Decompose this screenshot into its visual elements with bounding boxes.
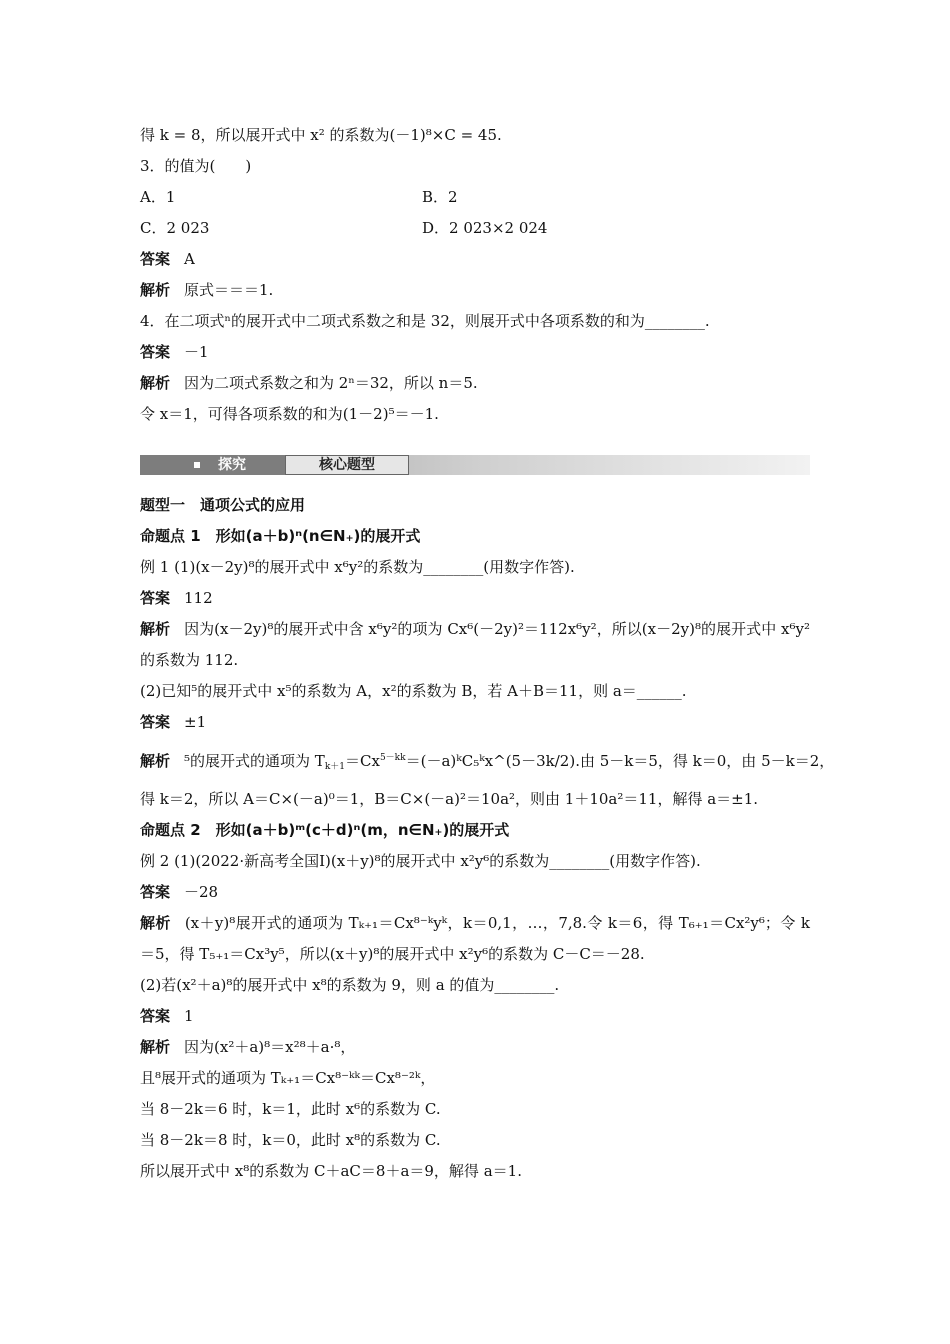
- answer-label: 答案: [140, 713, 171, 731]
- question-3: 3．的值为( ): [140, 157, 252, 175]
- question-4: 4．在二项式ⁿ的展开式中二项式系数之和是 32，则展开式中各项系数的和为________.: [140, 312, 710, 330]
- document-page: [140, 120, 835, 1187]
- subscript: k＋1: [324, 762, 345, 772]
- answer-line: [140, 337, 810, 368]
- solution-text: 因为(x²＋a)⁸＝x²⁸＋a·⁸，: [184, 1038, 356, 1056]
- answer-line: [140, 707, 810, 738]
- answer-label: 答案: [140, 883, 171, 901]
- options-row: [140, 213, 810, 244]
- text-line: 得 k = 8，所以展开式中 x² 的系数为(－1)⁸×C = 45.: [140, 126, 502, 144]
- solution-text: 因为(x－2y)⁸的展开式中含 x⁶y²的项为 Cx⁶(－2y)²＝112x⁶y²，所以(x－2y)⁸的展开式中 x⁶y²的系数为 112.: [140, 620, 810, 669]
- banner-left-label: 探究: [218, 457, 246, 473]
- answer-value: －28: [184, 883, 219, 901]
- example-1-2: (2)已知⁵的展开式中 x⁵的系数为 A，x²的系数为 B，若 A＋B＝11，则 a＝______.: [140, 682, 687, 700]
- solution-text: ⁵的展开式的通项为 T: [184, 752, 325, 770]
- answer-label: 答案: [140, 250, 171, 268]
- answer-value: ±1: [184, 713, 207, 731]
- solution-text: ＝: [405, 752, 421, 770]
- superscript: 5－kk: [379, 753, 406, 763]
- solution-text: ＝Cx: [345, 752, 380, 770]
- example-1-1: 例 1 (1)(x－2y)⁸的展开式中 x⁶y²的系数为________(用数字作答).: [140, 558, 575, 576]
- solution-continued: 当 8－2k＝8 时，k＝0，此时 x⁸的系数为 C.: [140, 1131, 441, 1149]
- solution-text: .由 5－k＝5，得 k＝0，由 5－k＝2，: [575, 752, 835, 770]
- subsection-title: 命题点 2 形如(a＋b)ᵐ(c＋d)ⁿ(m，n∈N₊)的展开式: [140, 821, 510, 839]
- formula-image: (－a)ᵏC₅ᵏx^(5－3k/2): [420, 752, 576, 770]
- answer-label: 答案: [140, 343, 171, 361]
- solution-label: 解析: [140, 1038, 171, 1056]
- solution-line: [140, 1032, 810, 1063]
- answer-value: A: [184, 250, 195, 268]
- solution-continued: 且⁸展开式的通项为 Tₖ₊₁＝Cx⁸⁻ᵏᵏ＝Cx⁸⁻²ᵏ，: [140, 1069, 436, 1087]
- answer-line: [140, 1001, 810, 1032]
- square-bullet-icon: [194, 462, 200, 468]
- option-d: D．2 023×2 024: [422, 219, 548, 237]
- option-c: C．2 023: [140, 219, 210, 237]
- solution-label: 解析: [140, 752, 171, 770]
- answer-value: 1: [184, 1007, 194, 1025]
- solution-continued: 所以展开式中 x⁸的系数为 C＋aC＝8＋a＝9，解得 a＝1.: [140, 1162, 522, 1180]
- option-a: A．1: [140, 188, 176, 206]
- solution-line: [140, 738, 835, 784]
- solution-line: [140, 614, 810, 676]
- solution-label: 解析: [140, 374, 171, 392]
- solution-text: 原式＝＝＝1.: [184, 281, 274, 299]
- solution-line: [140, 368, 810, 399]
- answer-line: [140, 583, 810, 614]
- solution-label: 解析: [140, 281, 171, 299]
- banner-dark-tab: [140, 455, 285, 475]
- answer-label: 答案: [140, 1007, 171, 1025]
- solution-continued: 令 x＝1，可得各项系数的和为(1－2)⁵＝－1.: [140, 405, 439, 423]
- answer-line: [140, 877, 810, 908]
- answer-label: 答案: [140, 589, 171, 607]
- section-banner: [140, 452, 810, 474]
- options-row: [140, 182, 810, 213]
- answer-value: －1: [184, 343, 209, 361]
- answer-line: [140, 244, 810, 275]
- solution-continued: 得 k＝2，所以 A＝C×(－a)⁰＝1，B＝C×(－a)²＝10a²，则由 1＋10a²＝11，解得 a＝±1.: [140, 790, 759, 808]
- banner-right-label: 核心题型: [285, 455, 409, 475]
- example-2-2: (2)若(x²＋a)⁸的展开式中 x⁸的系数为 9，则 a 的值为________.: [140, 976, 560, 994]
- solution-label: 解析: [140, 914, 171, 932]
- solution-line: [140, 908, 810, 970]
- solution-line: [140, 275, 810, 306]
- solution-text: (x＋y)⁸展开式的通项为 Tₖ₊₁＝Cx⁸⁻ᵏyᵏ，k＝0,1，…，7,8.令 k＝6，得 T₆₊₁＝Cx²y⁶；令 k＝5，得 T₅₊₁＝Cx³y⁵，所以(x＋y)⁸的展开式中 x²y⁶的系数为 C－C＝－28.: [140, 914, 810, 963]
- example-2-1: 例 2 (1)(2022·新高考全国Ⅰ)(x＋y)⁸的展开式中 x²y⁶的系数为________(用数字作答).: [140, 852, 701, 870]
- solution-label: 解析: [140, 620, 171, 638]
- option-b: B．2: [422, 188, 458, 206]
- subsection-title: 命题点 1 形如(a＋b)ⁿ(n∈N₊)的展开式: [140, 527, 421, 545]
- section-title: 题型一 通项公式的应用: [140, 496, 306, 514]
- answer-value: 112: [184, 589, 213, 607]
- solution-text: 因为二项式系数之和为 2ⁿ＝32，所以 n＝5.: [184, 374, 478, 392]
- solution-continued: 当 8－2k＝6 时，k＝1，此时 x⁶的系数为 C.: [140, 1100, 441, 1118]
